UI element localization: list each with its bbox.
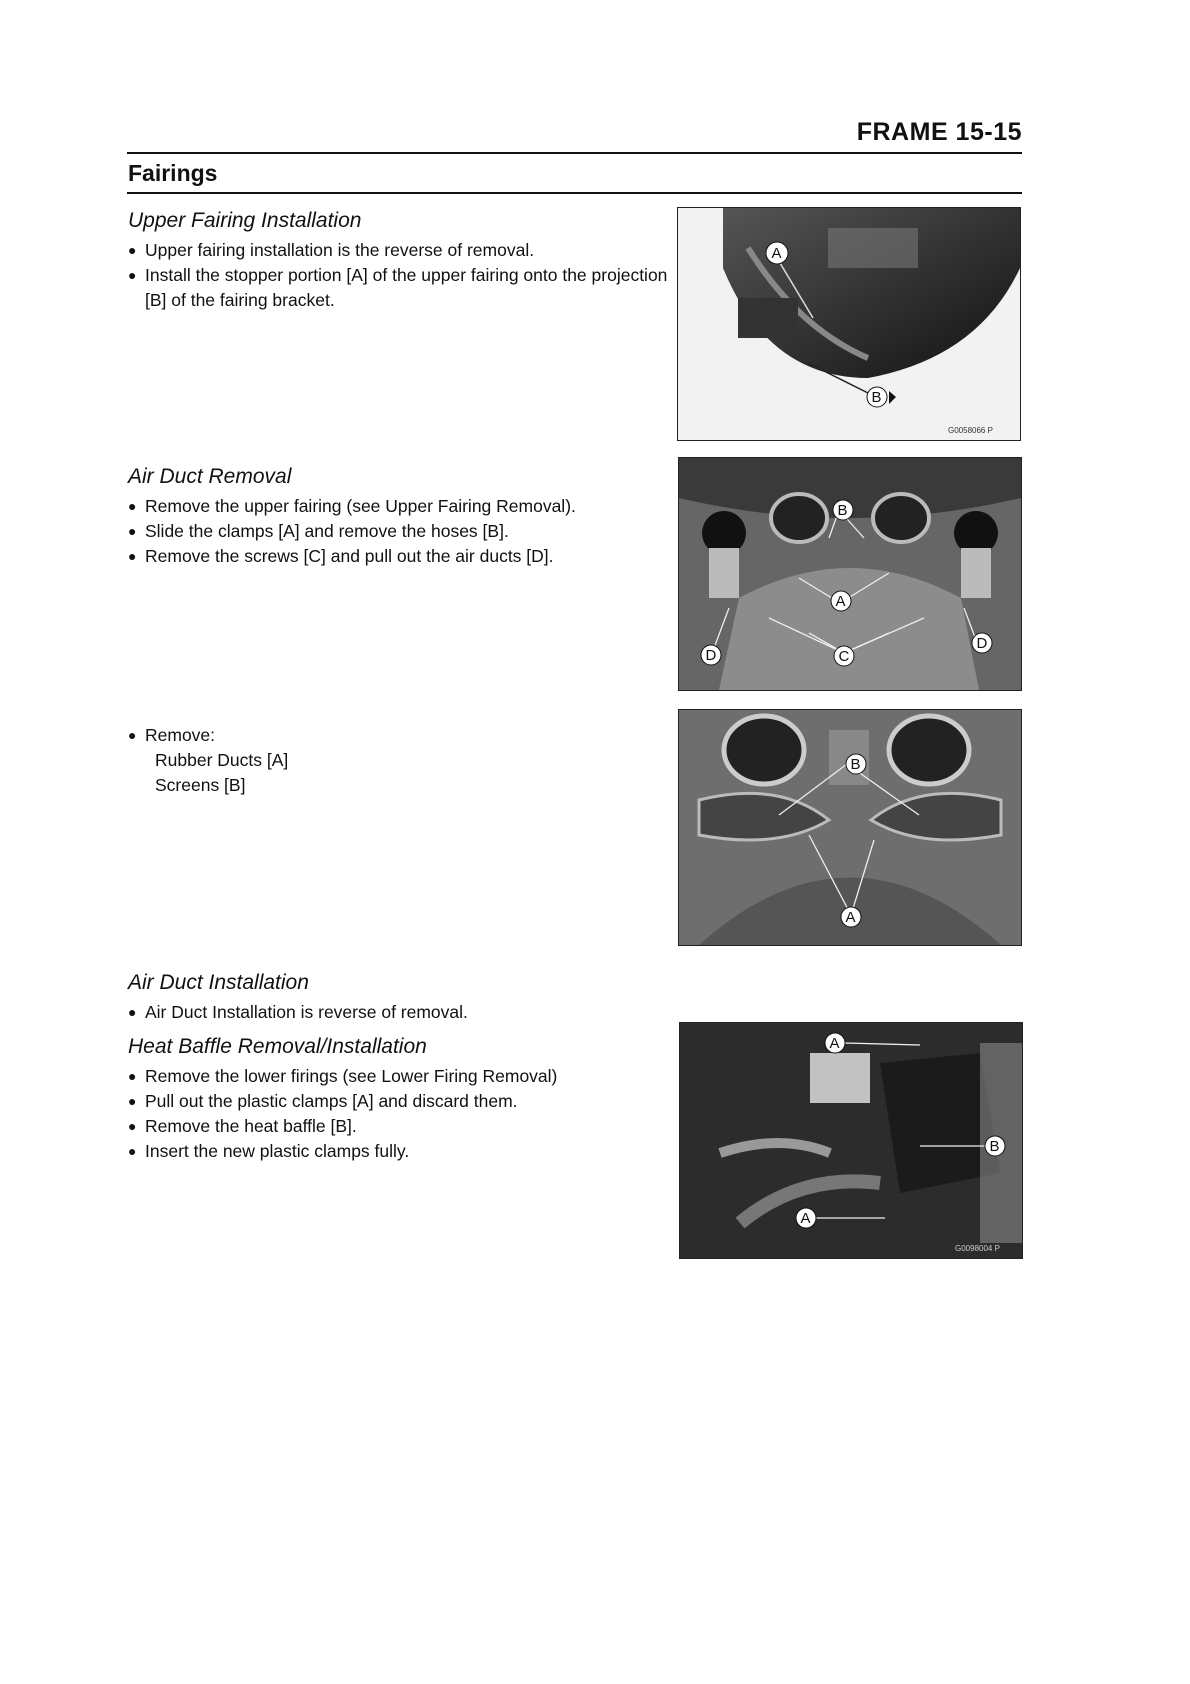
callout-a	[841, 907, 861, 927]
page-header-title: FRAME 15-15	[856, 118, 1022, 146]
figure-heat-baffle-photo	[679, 1022, 1023, 1259]
callout-label: A	[800, 1210, 811, 1227]
callout-label: B	[850, 756, 861, 773]
section-upper-fairing-installation	[128, 208, 668, 313]
bullet-item: ● Insert the new plastic clamps fully.	[128, 1139, 658, 1164]
callout-label: A	[835, 593, 846, 610]
callout-a-top	[825, 1033, 845, 1053]
figure-id: G0098004 P	[955, 1244, 1000, 1253]
figure-rubber-ducts-photo	[678, 709, 1022, 946]
section-air-duct-removal	[128, 464, 658, 569]
callout-label: B	[871, 389, 882, 406]
remove-item: Screens [B]	[155, 775, 246, 795]
callout-label: A	[829, 1035, 840, 1052]
callout-label: D	[976, 635, 988, 652]
callout-a	[831, 591, 851, 611]
figure-upper-fairing-photo	[677, 207, 1021, 441]
callout-c	[834, 646, 854, 666]
section-title: Air Duct Removal	[128, 465, 292, 488]
callout-b	[985, 1136, 1005, 1156]
callout-a-bottom	[796, 1208, 816, 1228]
callout-label: A	[845, 909, 856, 926]
bullet-item: ● Pull out the plastic clamps [A] and discard them.	[128, 1089, 658, 1114]
bullet-item: ● Remove:	[128, 723, 658, 748]
bullet-item: ● Air Duct Installation is reverse of removal.	[128, 1000, 658, 1025]
bullet-item: ● Install the stopper portion [A] of the upper fairing onto the projection [B] of the fairing bracket.	[128, 263, 680, 313]
bullet-item: ● Slide the clamps [A] and remove the hoses [B].	[128, 519, 658, 544]
section-title: Heat Baffle Removal/Installation	[128, 1035, 427, 1058]
callout-d-right	[972, 633, 992, 653]
bullet-item: ● Remove the heat baffle [B].	[128, 1114, 658, 1139]
section-remove-list	[128, 723, 658, 798]
callout-b	[846, 754, 866, 774]
callout-label: B	[989, 1138, 1000, 1155]
callout-label: D	[705, 647, 717, 664]
callout-label: A	[771, 245, 782, 262]
section-heat-baffle	[128, 1034, 658, 1164]
chapter-title: Fairings	[128, 160, 218, 186]
bullet-item: ● Remove the upper fairing (see Upper Fairing Removal).	[128, 494, 658, 519]
section-title: Air Duct Installation	[128, 971, 309, 994]
header-rule	[127, 152, 1022, 154]
figure-id: G0058066 P	[948, 426, 993, 435]
bullet-item: ● Upper fairing installation is the reverse of removal.	[128, 238, 658, 263]
callout-label: B	[837, 502, 848, 519]
remove-item: Rubber Ducts [A]	[155, 750, 289, 770]
bullet-item: ● Remove the lower firings (see Lower Firing Removal)	[128, 1064, 658, 1089]
bullet-item: ● Remove the screws [C] and pull out the air ducts [D].	[128, 544, 658, 569]
callout-d-left	[701, 645, 721, 665]
callout-label: C	[838, 648, 850, 665]
chapter-rule	[127, 192, 1022, 194]
callout-b	[833, 500, 853, 520]
figure-air-duct-removal-photo	[678, 457, 1022, 691]
section-title: Upper Fairing Installation	[128, 209, 362, 232]
section-air-duct-installation	[128, 970, 658, 1025]
